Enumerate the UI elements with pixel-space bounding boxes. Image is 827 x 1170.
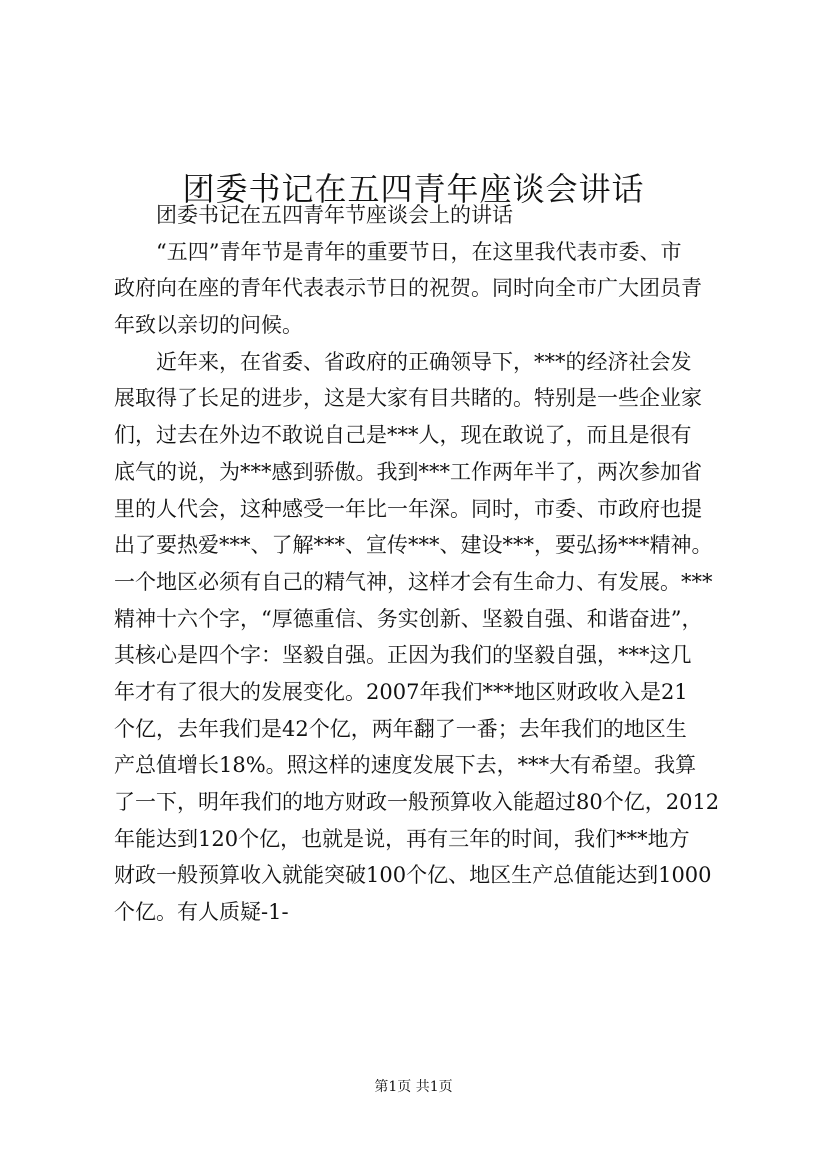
paragraph-line: 年才有了很大的发展变化。2007年我们***地区财政收入是21: [114, 679, 688, 704]
paragraph-line: 精神十六个字，“厚德重信、务实创新、坚毅自强、和谐奋进”，: [114, 606, 703, 631]
paragraph-line: 产总值增长18%。照这样的速度发展下去，***大有希望。我算: [114, 753, 697, 778]
paragraph-line: 近年来，在省委、省政府的正确领导下，***的经济社会发: [156, 349, 692, 374]
paragraph-line: 出了要热爱***、了解***、宣传***、建设***，要弘扬***精神。: [114, 533, 713, 558]
paragraph-line: 里的人代会，这种感受一年比一年深。同时，市委、市政府也提: [114, 496, 702, 521]
paragraph-line: “五四”青年节是青年的重要节日，在这里我代表市委、市: [156, 239, 682, 264]
page-footer: 第1页 共1页: [374, 1079, 453, 1095]
paragraph-line: 底气的说，为***感到骄傲。我到***工作两年半了，两次参加省: [114, 459, 702, 484]
paragraph-line: 其核心是四个字：坚毅自强。正因为我们的坚毅自强，***这几: [114, 643, 692, 668]
paragraph-line: 一个地区必须有自己的精气神，这样才会有生命力、有发展。***: [114, 569, 713, 594]
paragraph-line: 了一下，明年我们的地方财政一般预算收入能超过80个亿，2012: [114, 790, 720, 814]
paragraph-line: 年能达到120个亿，也就是说，再有三年的时间，我们***地方: [114, 826, 690, 851]
paragraph-line: 财政一般预算收入就能突破100个亿、地区生产总值能达到1000: [114, 863, 712, 888]
paragraph-line: 个亿。有人质疑-1-: [114, 900, 289, 925]
paragraph-line: 展取得了长足的进步，这是大家有目共睹的。特别是一些企业家: [114, 386, 702, 411]
paragraph-line: 政府向在座的青年代表表示节日的祝贺。同时向全市广大团员青: [114, 276, 702, 301]
document-body: [114, 197, 754, 931]
document-title: 团委书记在五四青年座谈会讲话: [182, 170, 645, 209]
paragraph-line: 们，过去在外边不敢说自己是***人，现在敢说了，而且是很有: [114, 423, 692, 448]
paragraph-line: 年致以亲切的问候。: [114, 313, 303, 338]
paragraph-line: 个亿，去年我们是42个亿，两年翻了一番；去年我们的地区生: [114, 716, 687, 741]
subtitle-line: 团委书记在五四青年节座谈会上的讲话: [156, 203, 513, 227]
